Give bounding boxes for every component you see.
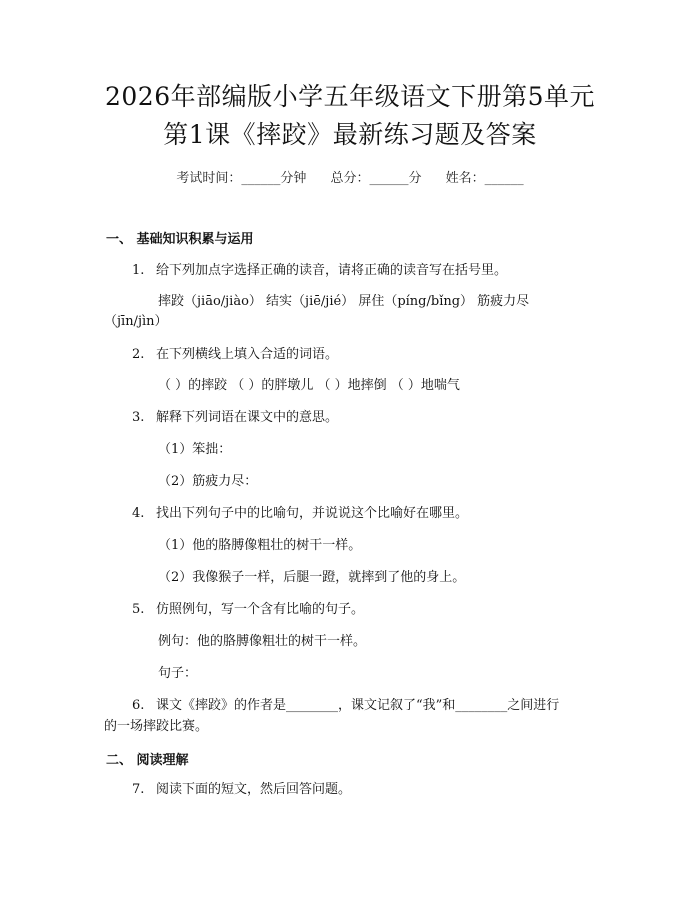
question-text: 课文《摔跤》的作者是________，课文记叙了“我”和________之间进行 [156,698,560,713]
question-number: 3. [132,410,145,425]
q1-options-cont: （jīn/jìn） [104,314,168,329]
q3-item-2: （2）筋疲力尽： [158,474,258,489]
question-text: 在下列横线上填入合适的词语。 [156,347,339,362]
q6-text-cont: 的一场摔跤比赛。 [104,719,209,734]
question-number: 4. [132,506,145,521]
question-6 [132,697,559,715]
question-text: 找出下列句子中的比喻句，并说说这个比喻好在哪里。 [156,506,469,521]
exam-info [0,167,700,186]
question-7 [132,781,351,799]
q4-item-1: （1）他的胳膊像粗壮的树干一样。 [158,538,362,553]
page-title-line1: 2026年部编版小学五年级语文下册第5单元 [104,82,596,111]
question-1 [132,262,507,280]
section-heading-2: 二、 阅读理解 [106,753,189,768]
question-text: 仿照例句，写一个含有比喻的句子。 [156,602,365,617]
question-number: 6. [132,698,145,713]
q5-answer: 句子： [158,666,198,681]
q4-item-2: （2）我像猴子一样，后腿一蹬，就摔到了他的身上。 [158,570,466,585]
page-title-line2: 第1课《摔跤》最新练习题及答案 [163,120,537,149]
q3-item-1: （1）笨拙： [158,442,232,457]
question-text: 阅读下面的短文，然后回答问题。 [156,782,352,797]
question-number: 5. [132,602,145,617]
question-2 [132,346,338,364]
exam-name: 姓名：______ [445,171,524,186]
q5-example: 例句：他的胳膊像粗壮的树干一样。 [158,634,367,649]
exam-score: 总分：______分 [330,171,422,186]
q1-options: 摔跤（jiāo/jiào） 结实（jiē/jié） 屏住（píng/bǐng） 筋疲力尽 [158,294,530,309]
section-heading-1: 一、 基础知识积累与运用 [106,232,254,247]
question-text: 解释下列词语在课文中的意思。 [156,410,339,425]
question-number: 2. [132,347,145,362]
question-4 [132,505,468,523]
question-text: 给下列加点字选择正确的读音，请将正确的读音写在括号里。 [156,263,508,278]
exam-time: 考试时间：______分钟 [176,171,307,186]
q2-fill-blanks: （ ）的摔跤 （ ）的胖墩儿 （ ）地摔倒 （ ）地喘气 [158,378,460,393]
question-5 [132,601,364,619]
question-number: 7. [132,782,145,797]
question-3 [132,409,338,427]
question-number: 1. [132,263,145,278]
